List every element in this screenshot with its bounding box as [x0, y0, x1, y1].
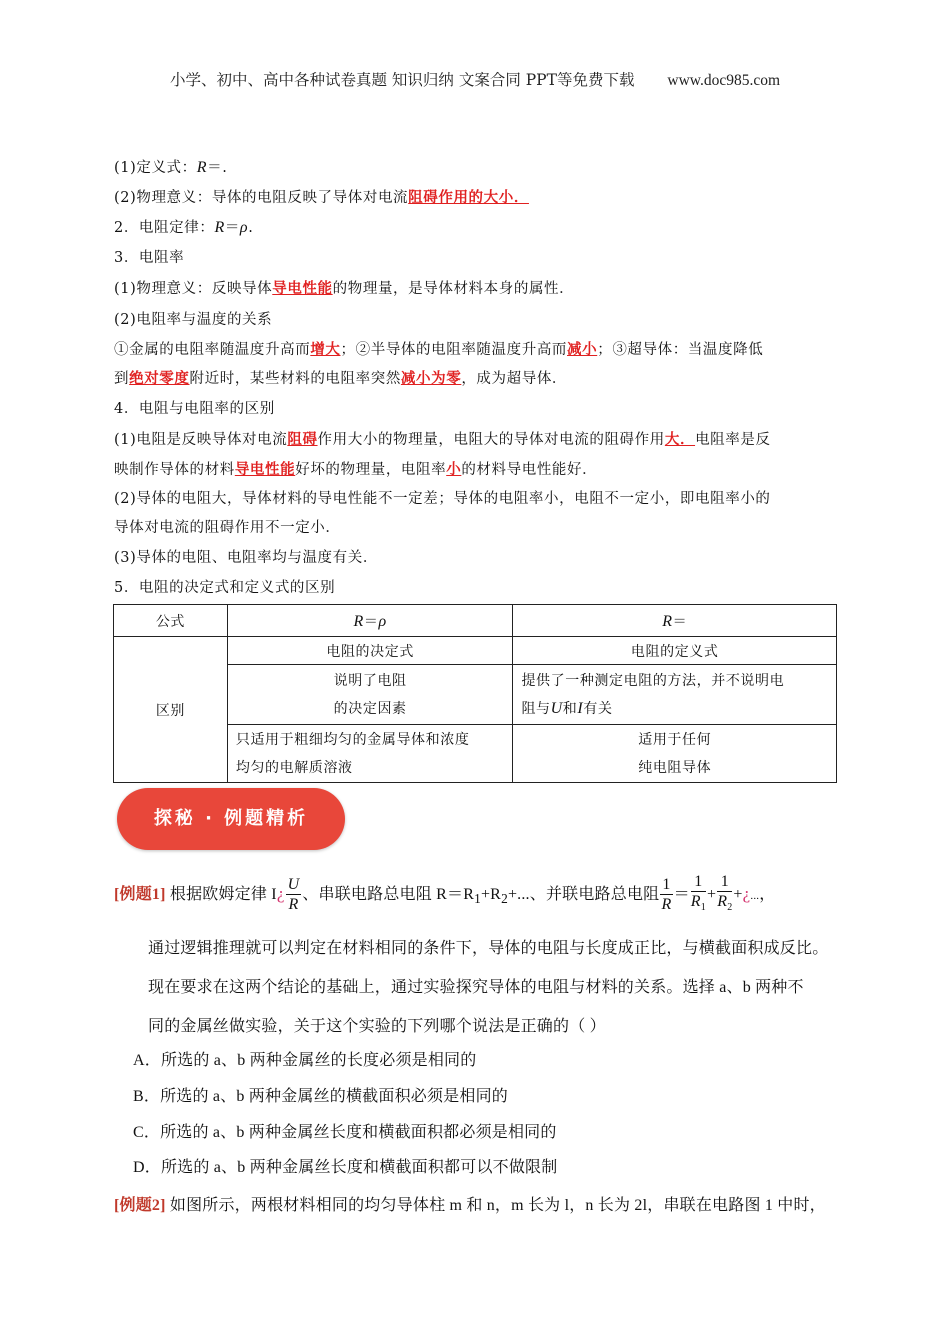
fraction-1-over-r: $\frac{1}{R}$ [661, 876, 672, 914]
table-cell: 电阻的定义式 [513, 637, 837, 665]
table-cell: 区别 [114, 637, 228, 783]
table-row [114, 605, 837, 637]
keyword-blank: 阻碍 [287, 431, 318, 448]
section-banner [117, 788, 345, 850]
header-site[interactable]: www.doc985.com [667, 72, 781, 89]
example-tag: [例题2] [114, 1197, 166, 1214]
note-line-8: 到绝对零度附近时，某些材料的电阻率突然减小为零，成为超导体． [114, 370, 568, 387]
table-cell: 电阻的决定式 [227, 637, 513, 665]
keyword-blank: 导电性能 [272, 280, 333, 297]
keyword-blank: 减小 [567, 341, 598, 358]
example-1-line-3: 现在要求在这两个结论的基础上，通过实验探究导体的电阻与材料的关系。选择 a、b 两种不 [148, 979, 804, 996]
comparison-table [113, 604, 837, 783]
banner-label: 探秘 · 例题精析 [153, 808, 309, 829]
keyword-blank: 绝对零度 [129, 370, 190, 387]
keyword-blank: 大． [664, 431, 696, 448]
fraction-1-over-r1: $\frac{1}{R_1}$ [690, 873, 706, 914]
keyword-blank: 阻碍作用的大小． [408, 189, 529, 206]
example-1-line-2: 通过逻辑推理就可以判定在材料相同的条件下，导体的电阻与长度成正比，与横截面积成反比。 [148, 940, 829, 957]
example-2-first-line: [例题2] 如图所示，两根材料相同的均匀导体柱 m 和 n，m 长为 l，n 长为 2l，串联在电路图 1 中时， [114, 1197, 826, 1214]
table-cell: R＝ [513, 605, 837, 637]
keyword-blank: 导电性能 [234, 461, 296, 478]
note-line-14: (3)导体的电阻、电阻率均与温度有关． [114, 550, 378, 566]
note-line-13: 导体对电流的阻碍作用不一定小． [114, 520, 341, 536]
example-1-first-line: [例题1] 根据欧姆定律 I¿ $\frac{U}{R}$ 、串联电路总电阻 $R=R_1+R_2+$...、并联电路总电阻 $\frac{1}{R}$ ＝ $\frac{1}{R_1}$ + $\frac{1}{R_2}$ +¿...， [114, 872, 775, 918]
note-line-4: 3．电阻率 [114, 250, 185, 266]
note-line-15: 5．电阻的决定式和定义式的区别 [114, 580, 336, 596]
table-cell: 提供了一种测定电阻的方法，并不说明电 阻与U和I有关 [513, 665, 837, 725]
note-line-6: (2)电阻率与温度的关系 [114, 312, 273, 328]
note-line-2: (2)物理意义：导体的电阻反映了导体对电流阻碍作用的大小． [114, 189, 529, 206]
note-line-10: (1)电阻是反映导体对电流阻碍作用大小的物理量，电阻大的导体对电流的阻碍作用大．电阻率是反 [114, 431, 771, 448]
fraction-1-over-r2: $\frac{1}{R_2}$ [717, 873, 733, 914]
note-line-7: ①金属的电阻率随温度升高而增大；②半导体的电阻率随温度升高而减小；③超导体：当温度降低 [114, 341, 764, 358]
table-cell: 说明了电阻 的决定因素 [227, 665, 513, 725]
table-cell: 只适用于粗细均匀的金属导体和浓度 均匀的电解质溶液 [227, 725, 513, 783]
keyword-blank: 增大 [310, 341, 341, 358]
option-b[interactable]: B．所选的 a、b 两种金属丝的横截面积必须是相同的 [133, 1088, 508, 1105]
keyword-blank: 小 [446, 461, 462, 478]
table-cell: 公式 [114, 605, 228, 637]
example-tag: [例题1] [114, 885, 166, 903]
note-line-11: 映制作导体的材料导电性能好坏的物理量，电阻率小的材料导电性能好． [114, 461, 598, 478]
note-line-5: (1)物理意义：反映导体导电性能的物理量，是导体材料本身的属性． [114, 280, 575, 297]
note-line-9: 4．电阻与电阻率的区别 [114, 401, 275, 417]
note-line-12: (2)导体的电阻大，导体材料的导电性能不一定差；导体的电阻率小，电阻不一定小，即电阻率小的 [114, 491, 771, 507]
page-header [0, 68, 950, 90]
keyword-blank: 减小为零 [400, 370, 462, 387]
option-c[interactable]: C．所选的 a、b 两种金属丝长度和横截面积都必须是相同的 [133, 1124, 557, 1141]
fraction-u-over-r: $\frac{U}{R}$ [287, 876, 300, 914]
example-1-line-4: 同的金属丝做实验，关于这个实验的下列哪个说法是正确的（ ） [148, 1018, 606, 1035]
table-cell: R＝ρ [227, 605, 513, 637]
table-cell: 适用于任何 纯电阻导体 [513, 725, 837, 783]
table-row [114, 637, 837, 665]
note-line-1: (1)定义式：R＝. [114, 159, 228, 176]
note-line-3: 2．电阻定律：R＝ρ. [114, 219, 254, 236]
option-a[interactable]: A．所选的 a、b 两种金属丝的长度必须是相同的 [133, 1052, 477, 1069]
header-text: 小学、初中、高中各种试卷真题 知识归纳 文案合同 PPT等免费下载 [169, 71, 635, 89]
option-d[interactable]: D．所选的 a、b 两种金属丝长度和横截面积都可以不做限制 [133, 1159, 558, 1176]
